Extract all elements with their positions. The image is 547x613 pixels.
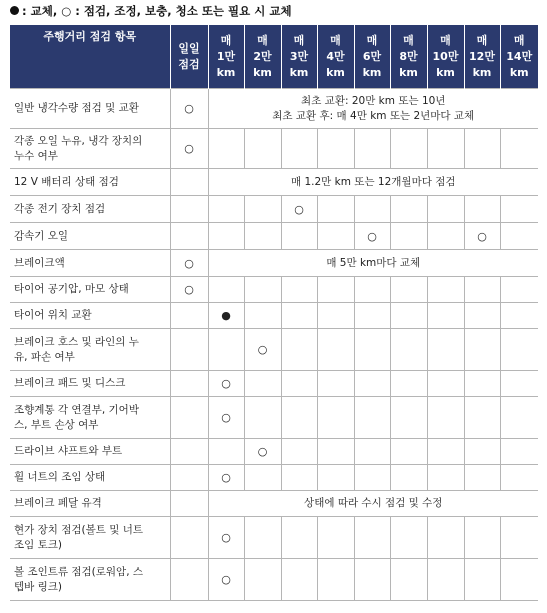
interval-cell bbox=[281, 303, 317, 329]
item-name bbox=[10, 465, 170, 491]
interval-cell bbox=[354, 277, 390, 303]
interval-cell: ○ bbox=[281, 196, 317, 223]
table-row bbox=[10, 465, 538, 491]
interval-cell bbox=[317, 329, 354, 371]
interval-cell bbox=[390, 559, 427, 601]
interval-cell bbox=[464, 371, 500, 397]
daily-check-cell: ○ bbox=[170, 250, 208, 277]
table-row bbox=[10, 223, 538, 250]
interval-cell bbox=[354, 397, 390, 439]
header-interval-6-line: km bbox=[436, 65, 455, 79]
header-interval-7 bbox=[464, 25, 500, 89]
interval-cell bbox=[390, 465, 427, 491]
interval-cell bbox=[208, 223, 244, 250]
daily-check-cell bbox=[170, 223, 208, 250]
daily-check-cell bbox=[170, 169, 208, 196]
interval-cell bbox=[500, 196, 538, 223]
interval-cell bbox=[317, 223, 354, 250]
interval-cell bbox=[464, 329, 500, 371]
interval-cell bbox=[281, 397, 317, 439]
table-row bbox=[10, 250, 538, 277]
interval-cell bbox=[427, 465, 464, 491]
legend bbox=[10, 3, 292, 19]
daily-check-cell bbox=[170, 303, 208, 329]
daily-check-cell bbox=[170, 196, 208, 223]
daily-check-cell: ○ bbox=[170, 89, 208, 129]
interval-cell bbox=[427, 329, 464, 371]
item-name-line: 볼 조인트류 점검(로워암, 스 bbox=[14, 565, 144, 578]
interval-cell bbox=[500, 277, 538, 303]
header-interval-8-line: km bbox=[509, 65, 529, 79]
interval-cell bbox=[317, 439, 354, 465]
header-row bbox=[10, 25, 538, 89]
header-interval-7-line: km bbox=[472, 65, 492, 79]
interval-cell bbox=[427, 559, 464, 601]
daily-check-cell bbox=[170, 491, 208, 517]
item-name-line: 12 V 배터리 상태 점검 bbox=[14, 175, 119, 188]
header-interval-3 bbox=[317, 25, 354, 89]
interval-cell: ○ bbox=[354, 223, 390, 250]
header-interval-2 bbox=[281, 25, 317, 89]
interval-cell bbox=[500, 329, 538, 371]
interval-cell bbox=[464, 129, 500, 169]
header-interval-3-line: km bbox=[326, 65, 345, 79]
interval-cell bbox=[464, 559, 500, 601]
item-name-line: 현가 장치 점검(볼트 및 너트 bbox=[14, 523, 144, 536]
interval-note-line: 최초 교환 후: 매 4만 km 또는 2년마다 교체 bbox=[272, 109, 475, 122]
header-interval-2-line: 3만 bbox=[289, 49, 309, 63]
interval-cell bbox=[500, 303, 538, 329]
daily-check-cell bbox=[170, 371, 208, 397]
header-interval-5-line: km bbox=[399, 65, 418, 79]
item-name bbox=[10, 196, 170, 223]
header-item bbox=[10, 25, 170, 89]
interval-cell bbox=[500, 397, 538, 439]
interval-cell bbox=[244, 129, 281, 169]
interval-cell bbox=[427, 397, 464, 439]
table-row bbox=[10, 89, 538, 129]
item-name-line: 드라이브 샤프트와 부트 bbox=[14, 445, 123, 457]
interval-cell bbox=[354, 329, 390, 371]
item-name bbox=[10, 439, 170, 465]
item-name bbox=[10, 559, 170, 601]
header-interval-4-line: 6만 bbox=[362, 49, 382, 63]
interval-cell bbox=[390, 329, 427, 371]
item-name-line: 브레이크액 bbox=[14, 256, 65, 269]
table-row bbox=[10, 303, 538, 329]
item-name-line: 브레이크 페달 유격 bbox=[14, 497, 102, 509]
header-interval-0-line: 1만 bbox=[216, 49, 236, 63]
interval-cell: ○ bbox=[208, 559, 244, 601]
item-name-line: 타이어 공기압, 마모 상태 bbox=[14, 283, 129, 295]
interval-cell bbox=[464, 397, 500, 439]
interval-cell bbox=[208, 277, 244, 303]
interval-cell bbox=[244, 517, 281, 559]
header-interval-3-line: 4만 bbox=[326, 49, 345, 63]
item-name bbox=[10, 277, 170, 303]
item-name-line: 누수 여부 bbox=[14, 149, 58, 162]
interval-cell bbox=[427, 196, 464, 223]
item-name bbox=[10, 491, 170, 517]
interval-cell bbox=[354, 303, 390, 329]
interval-cell bbox=[281, 223, 317, 250]
header-interval-1-line: 2만 bbox=[253, 49, 272, 63]
header-interval-2-line: 매 bbox=[293, 33, 305, 47]
interval-cell bbox=[390, 397, 427, 439]
filled-circle-icon bbox=[10, 6, 19, 15]
header-interval-0 bbox=[208, 25, 244, 89]
item-name bbox=[10, 397, 170, 439]
interval-cell bbox=[464, 277, 500, 303]
table-row bbox=[10, 277, 538, 303]
item-name bbox=[10, 329, 170, 371]
interval-cell bbox=[208, 329, 244, 371]
table-row bbox=[10, 439, 538, 465]
interval-cell bbox=[208, 196, 244, 223]
interval-note-line: 최초 교환: 20만 km 또는 10년 bbox=[301, 94, 446, 107]
interval-cell bbox=[354, 559, 390, 601]
header-interval-8 bbox=[500, 25, 538, 89]
item-name-line: 브레이크 패드 및 디스크 bbox=[14, 377, 126, 389]
item-name-line: 브레이크 호스 및 라인의 누 bbox=[14, 335, 139, 348]
interval-cell bbox=[281, 129, 317, 169]
interval-cell bbox=[390, 223, 427, 250]
daily-check-cell bbox=[170, 329, 208, 371]
interval-cell bbox=[281, 371, 317, 397]
interval-note-line: 매 5만 km마다 교체 bbox=[326, 256, 421, 269]
header-interval-4-line: 매 bbox=[366, 33, 378, 47]
interval-cell bbox=[354, 371, 390, 397]
header-interval-2-line: km bbox=[289, 65, 309, 79]
daily-check-cell bbox=[170, 465, 208, 491]
interval-cell bbox=[317, 397, 354, 439]
interval-cell: ○ bbox=[208, 517, 244, 559]
interval-cell: ○ bbox=[208, 465, 244, 491]
interval-cell bbox=[500, 465, 538, 491]
interval-cell bbox=[317, 129, 354, 169]
interval-cell bbox=[281, 439, 317, 465]
item-name-line: 휠 너트의 조임 상태 bbox=[14, 471, 106, 483]
interval-note bbox=[208, 491, 538, 517]
interval-cell bbox=[464, 303, 500, 329]
table-row bbox=[10, 329, 538, 371]
interval-cell bbox=[317, 465, 354, 491]
interval-cell bbox=[281, 277, 317, 303]
interval-cell bbox=[390, 517, 427, 559]
interval-note-line: 매 1.2만 km 또는 12개월마다 점검 bbox=[291, 175, 456, 188]
maintenance-schedule-table bbox=[10, 25, 538, 601]
interval-note-line: 상태에 따라 수시 점검 및 수정 bbox=[304, 497, 443, 509]
item-name bbox=[10, 517, 170, 559]
item-name-line: 조임 토크) bbox=[14, 538, 63, 551]
item-name-line: 유, 파손 여부 bbox=[14, 350, 75, 363]
interval-cell bbox=[390, 439, 427, 465]
interval-cell bbox=[354, 129, 390, 169]
item-name bbox=[10, 169, 170, 196]
interval-cell bbox=[464, 517, 500, 559]
item-name bbox=[10, 303, 170, 329]
header-interval-1-line: 매 bbox=[257, 33, 268, 47]
table-row bbox=[10, 169, 538, 196]
interval-cell bbox=[500, 439, 538, 465]
interval-cell bbox=[244, 397, 281, 439]
item-name bbox=[10, 223, 170, 250]
interval-cell bbox=[500, 517, 538, 559]
interval-cell: ○ bbox=[464, 223, 500, 250]
interval-cell bbox=[427, 303, 464, 329]
interval-cell bbox=[500, 223, 538, 250]
interval-cell bbox=[427, 277, 464, 303]
interval-cell bbox=[354, 439, 390, 465]
header-interval-5 bbox=[390, 25, 427, 89]
interval-cell bbox=[317, 303, 354, 329]
daily-check-cell: ○ bbox=[170, 129, 208, 169]
interval-cell bbox=[317, 196, 354, 223]
interval-cell bbox=[244, 196, 281, 223]
interval-cell: ○ bbox=[244, 329, 281, 371]
interval-cell bbox=[427, 371, 464, 397]
interval-cell bbox=[281, 559, 317, 601]
header-interval-6 bbox=[427, 25, 464, 89]
interval-cell bbox=[500, 129, 538, 169]
item-name-line: 일반 냉각수량 점검 및 교환 bbox=[14, 102, 139, 114]
interval-cell bbox=[317, 517, 354, 559]
interval-cell bbox=[317, 371, 354, 397]
header-interval-7-line: 매 bbox=[476, 33, 488, 47]
header-interval-5-line: 8만 bbox=[399, 49, 418, 63]
interval-cell bbox=[390, 303, 427, 329]
interval-note bbox=[208, 89, 538, 129]
header-interval-3-line: 매 bbox=[330, 33, 341, 47]
interval-cell bbox=[244, 223, 281, 250]
table-row bbox=[10, 397, 538, 439]
table-row bbox=[10, 371, 538, 397]
table-row bbox=[10, 196, 538, 223]
interval-cell: ● bbox=[208, 303, 244, 329]
table-row bbox=[10, 559, 538, 601]
interval-cell bbox=[208, 129, 244, 169]
interval-cell bbox=[390, 129, 427, 169]
interval-cell bbox=[464, 439, 500, 465]
header-interval-4-line: km bbox=[362, 65, 382, 79]
item-name bbox=[10, 371, 170, 397]
item-name bbox=[10, 129, 170, 169]
interval-cell bbox=[390, 196, 427, 223]
interval-cell bbox=[390, 277, 427, 303]
interval-cell bbox=[427, 129, 464, 169]
header-interval-4 bbox=[354, 25, 390, 89]
interval-cell bbox=[390, 371, 427, 397]
interval-cell: ○ bbox=[208, 397, 244, 439]
header-interval-6-line: 매 bbox=[440, 33, 451, 47]
interval-cell bbox=[317, 277, 354, 303]
interval-cell bbox=[354, 465, 390, 491]
table-row bbox=[10, 517, 538, 559]
interval-cell bbox=[427, 517, 464, 559]
daily-check-cell bbox=[170, 439, 208, 465]
header-daily-line: 점검 bbox=[178, 57, 200, 71]
interval-cell bbox=[281, 465, 317, 491]
interval-cell bbox=[354, 196, 390, 223]
interval-cell bbox=[500, 559, 538, 601]
interval-cell bbox=[427, 223, 464, 250]
header-interval-0-line: 매 bbox=[220, 33, 232, 47]
interval-cell bbox=[244, 465, 281, 491]
item-name bbox=[10, 250, 170, 277]
daily-check-cell bbox=[170, 397, 208, 439]
item-name-line: 스, 부트 손상 여부 bbox=[14, 418, 99, 431]
header-interval-1-line: km bbox=[253, 65, 272, 79]
interval-cell bbox=[500, 371, 538, 397]
interval-cell bbox=[317, 559, 354, 601]
header-interval-7-line: 12만 bbox=[469, 49, 495, 63]
legend-text: : 교체, ○ : 점검, 조정, 보충, 청소 또는 필요 시 교체 bbox=[22, 4, 292, 18]
header-daily-line: 일일 bbox=[178, 41, 200, 55]
daily-check-cell bbox=[170, 517, 208, 559]
item-name-line: 타이어 위치 교환 bbox=[14, 309, 92, 321]
interval-cell bbox=[244, 303, 281, 329]
item-name-line: 텝바 링크) bbox=[14, 580, 63, 593]
header-interval-5-line: 매 bbox=[403, 33, 414, 47]
item-name-line: 조향계통 각 연결부, 기어박 bbox=[14, 403, 139, 416]
item-name-line: 각종 오일 누유, 냉각 장치의 bbox=[14, 134, 143, 147]
interval-cell bbox=[281, 517, 317, 559]
item-name bbox=[10, 89, 170, 129]
header-interval-6-line: 10만 bbox=[432, 49, 459, 63]
header-item-label: 주행거리 점검 항목 bbox=[43, 30, 137, 43]
interval-cell bbox=[354, 517, 390, 559]
table-row bbox=[10, 129, 538, 169]
interval-cell bbox=[244, 277, 281, 303]
interval-cell bbox=[244, 371, 281, 397]
item-name-line: 감속기 오일 bbox=[14, 229, 69, 242]
header-interval-8-line: 14만 bbox=[506, 49, 533, 63]
header-interval-1 bbox=[244, 25, 281, 89]
interval-cell bbox=[427, 439, 464, 465]
interval-cell bbox=[244, 559, 281, 601]
daily-check-cell: ○ bbox=[170, 277, 208, 303]
header-interval-0-line: km bbox=[216, 65, 236, 79]
interval-note bbox=[208, 250, 538, 277]
interval-cell bbox=[464, 465, 500, 491]
interval-cell: ○ bbox=[208, 371, 244, 397]
header-daily bbox=[170, 25, 208, 89]
interval-cell bbox=[208, 439, 244, 465]
interval-cell bbox=[281, 329, 317, 371]
interval-cell bbox=[464, 196, 500, 223]
interval-note bbox=[208, 169, 538, 196]
header-interval-8-line: 매 bbox=[513, 33, 525, 47]
table-row bbox=[10, 491, 538, 517]
item-name-line: 각종 전기 장치 점검 bbox=[14, 202, 106, 215]
daily-check-cell bbox=[170, 559, 208, 601]
interval-cell: ○ bbox=[244, 439, 281, 465]
